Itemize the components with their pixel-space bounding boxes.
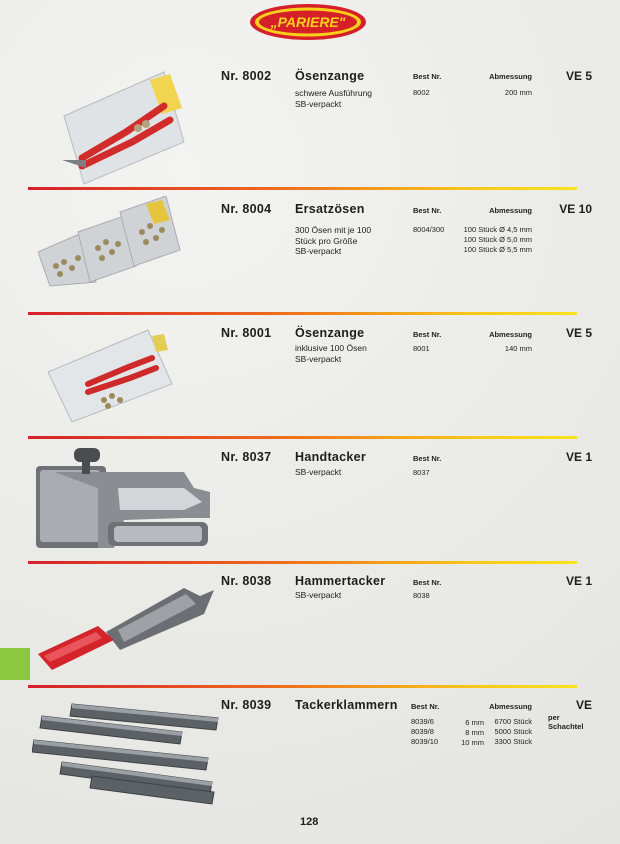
desc-line: SB-verpackt [295, 353, 342, 364]
best-line: 8004/300 [413, 225, 445, 234]
abmessung-header: Abmessung [489, 206, 532, 215]
best-line: 8039/10 [411, 737, 439, 746]
best-line: 8001 [413, 344, 430, 353]
ve-sublabel [548, 713, 583, 731]
abmessung-value [494, 717, 532, 747]
ve-label: VE 1 [565, 450, 592, 464]
desc-line: schwere Ausführung [295, 88, 373, 98]
best-value [413, 591, 430, 601]
ve-label: VE 1 [565, 574, 592, 588]
best-line: 8002 [413, 88, 430, 97]
product-image-staple-gun [34, 448, 220, 558]
size-line: 8 mm [465, 728, 484, 737]
best-value [411, 717, 438, 747]
product-description [295, 225, 371, 257]
brand-text: „PARIERE" [270, 14, 346, 30]
abm-line: 5000 Stück [494, 727, 532, 736]
section-divider [28, 561, 577, 564]
product-image-eyelet-packs [38, 196, 188, 288]
best-value [413, 468, 430, 478]
abmessung-value [505, 344, 532, 354]
desc-line: SB-verpackt [295, 467, 342, 477]
best-line: 8039/8 [411, 727, 434, 736]
section-divider [28, 685, 577, 688]
abm-line: 6700 Stück [494, 717, 532, 726]
abm-line: 3300 Stück [494, 737, 532, 746]
product-name: Ösenzange [295, 69, 365, 83]
abm-line: 140 mm [504, 344, 532, 353]
desc-line: SB-verpackt [295, 246, 342, 256]
abm-line: 200 mm [504, 88, 532, 97]
abm-line: 100 Stück Ø 4,5 mm [463, 225, 532, 234]
product-number: Nr. 8038 [221, 574, 272, 588]
ve-label: VE 5 [565, 326, 592, 340]
product-description [295, 88, 372, 109]
product-number: Nr. 8037 [221, 450, 272, 464]
product-number: Nr. 8001 [221, 326, 272, 340]
product-image-staples [32, 696, 222, 806]
best-line: 8037 [413, 468, 430, 477]
page-number: 128 [300, 816, 319, 828]
desc-line: Stück pro Größe [295, 235, 358, 246]
product-name: Tackerklammern [295, 698, 398, 712]
product-number: Nr. 8002 [221, 69, 272, 83]
section-divider [28, 187, 577, 190]
product-name: Handtacker [295, 450, 367, 464]
best-header: Best Nr. [413, 330, 442, 339]
abmessung-header: Abmessung [489, 72, 532, 81]
ve-label: VE [575, 698, 592, 712]
product-image-small-plier-pack [48, 322, 188, 422]
product-image-hammer-tacker [36, 570, 218, 674]
product-description [295, 467, 341, 478]
product-description [295, 343, 367, 364]
green-tab-marker [0, 648, 30, 680]
ve-sub-line: Schachtel [548, 722, 584, 731]
ve-label: VE 10 [559, 202, 592, 216]
product-name: Hammertacker [295, 574, 386, 588]
product-number: Nr. 8004 [221, 202, 272, 216]
size-line: 6 mm [465, 718, 484, 727]
best-header: Best Nr. [411, 702, 440, 711]
best-value [413, 344, 430, 354]
best-value [413, 225, 444, 235]
ve-sub-line: per [548, 713, 560, 722]
abm-line: 100 Stück Ø 5,5 mm [463, 245, 532, 254]
desc-line: SB-verpackt [295, 590, 342, 600]
abmessung-header: Abmessung [489, 702, 532, 711]
size-line: 10 mm [461, 738, 484, 747]
desc-line: 300 Ösen mit je 100 [295, 225, 372, 235]
best-line: 8038 [413, 591, 430, 600]
size-value [461, 718, 484, 748]
section-divider [28, 312, 577, 315]
abmessung-value [464, 225, 532, 255]
best-header: Best Nr. [413, 72, 442, 81]
pariere-logo [248, 2, 368, 42]
product-name: Ösenzange [295, 326, 365, 340]
best-line: 8039/6 [411, 717, 434, 726]
desc-line: SB-verpackt [295, 98, 342, 109]
best-header: Best Nr. [413, 578, 442, 587]
product-description [295, 590, 341, 601]
desc-line: inklusive 100 Ösen [295, 343, 367, 353]
best-header: Best Nr. [413, 454, 442, 463]
ve-label: VE 5 [565, 69, 592, 83]
product-number: Nr. 8039 [221, 698, 272, 712]
section-divider [28, 436, 577, 439]
abm-line: 100 Stück Ø 5,0 mm [463, 235, 532, 244]
best-value [413, 88, 430, 98]
abmessung-value [505, 88, 532, 98]
best-header: Best Nr. [413, 206, 442, 215]
product-name: Ersatzösen [295, 202, 365, 216]
abmessung-header: Abmessung [489, 330, 532, 339]
product-image-plier-pack [42, 68, 192, 188]
